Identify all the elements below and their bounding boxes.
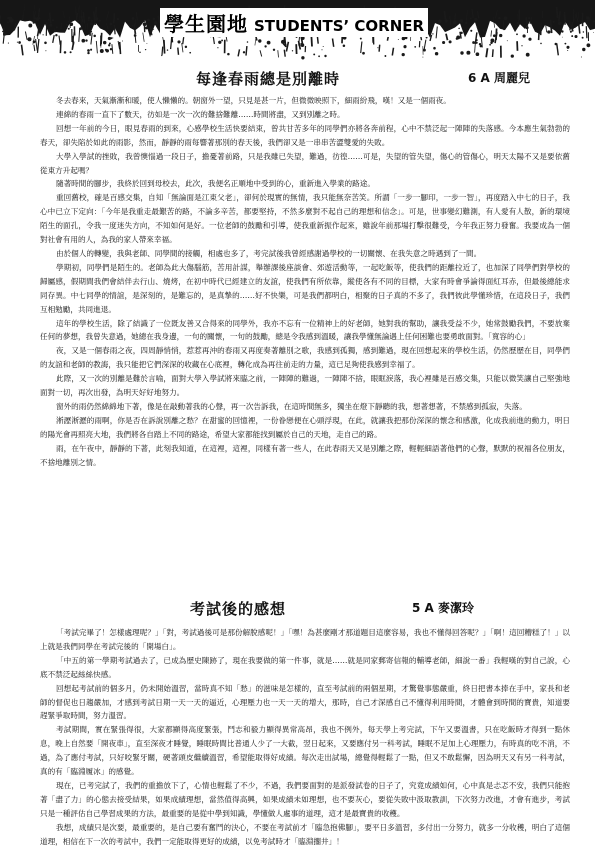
paragraph: 我想，成績只是次要，最重要的，是自己要有奮鬥的決心，不要在考試前才「臨急抱佛腳」，要平日多溫習，多付出一分努力，就多一分收穫，明白了這個道理，相信在下一次的考試中，我們一定能取得更好的成績，以免考試時才「臨淵擱井」！ (40, 821, 570, 849)
article-2 (40, 598, 570, 849)
banner-title-chinese: 學生園地 (164, 12, 248, 36)
article-title: 考試後的感想 (190, 598, 286, 619)
paragraph: 回想起考試前的個多月，仍未開始溫習，當時真不知「愁」的滋味是怎樣的，直至考試前的兩個星期，才驚覺事態嚴重，終日把書本捧在手中，家長和老師的督促也日趨嚴加，才感到考試日期一天一天的逼近，心理壓力也一天一天的增大，那時，自己才深感自己不懂得利用時間，才體會到時間的寶貴，知道要趕緊爭取時間，努力溫習。 (40, 682, 570, 724)
paragraph: 隨著時間的腳步，我終於回到母校去，此次，我便名正順地中受到的心，重新進入學業的路途。 (40, 177, 570, 191)
paragraph: 冬去春來，天氣漸漸和暖，使人懶懶的。朝窗外一望，只見是甚一片，但微微映照下，細雨紛飛，嘆！又是一個雨夜。 (40, 94, 570, 108)
article-1 (40, 68, 570, 469)
article-title: 每逢春雨總是別離時 (196, 68, 340, 89)
banner-title (160, 8, 428, 37)
banner-title-english: STUDENTS’ CORNER (254, 17, 424, 35)
paragraph: 「考試完畢了！怎樣處理呢？」「對，考試過後可是那份解脫感呢！」「嘿！為甚麼剛才那道題目這麼容易，我也不懂得回答呢？」「啊！這回糟糕了！」以上就是我們同學在考試完後的「開場白」。 (40, 626, 570, 654)
article-2-header (40, 598, 570, 618)
article-author: 6 A 周麗兒 (468, 69, 530, 86)
article-1-body (40, 94, 570, 469)
paragraph: 學期初，同學們是陌生的。老師為此大傷腦筋，苦用計謀，舉辦課後座談會、郊遊活動等，一起吃飯等，使我們的距離拉近了，也加深了同學們對學校的歸屬感，假期間我們會結伴去行山、燒烤，在初中時代已經建立的友誼，使我們有所依靠，縱使各有不同的目標，大家有時會爭論得面紅耳赤，但最後總能求同存異。中七同學的情誼，是深刻的，是難忘的，是真摯的……好不快樂，可是我們都明白，相聚的日子真的不多了，我們彼此學懂珍惜，在這段日子，我們互相勉勵，共同進退。 (40, 261, 570, 317)
paragraph: 大學入學試的挫敗，我曾懊惱過一段日子，擔憂著前路，只是我雖已失望，難過，彷徨……可是，失望的管失望，傷心的管傷心，明天太陽不又是要依舊從東方升起嗎？ (40, 150, 570, 178)
paragraph: 現在，已考完試了，我們的重擔放下了，心情也輕鬆了不少，不過，我們要面對的是派發試卷的日子了，究竟成績如何，心中真是忐忑不安，我們只能抱著「盡了力」的心態去接受結果，如果成績理想，當然值得高興，如果成績未如理想，也不要灰心，要從失敗中汲取教訓，下次努力改進，才會有進步，考試只是一種評估自己學習成果的方法，最重要的是從中學到知識，學懂做人處事的道理，這才是最寶貴的收穫。 (40, 779, 570, 821)
paragraph: 淅瀝淅瀝的雨啊，你是否在訴說別離之愁？在甜蜜的回憶裡，一份眷戀便在心頭浮現，在此，就讓我把那份深深的懷念和感激，化成我前進的動力，明日的陽光會再照亮大地，我們將各自踏上不同的路途，希望大家都能找到屬於自己的天地，走自己的路。 (40, 414, 570, 442)
paragraph: 考試期間，實在緊張得很，大家都顯得高度緊張，鬥志和毅力顯得異常高昂，我也不例外，每天學上考完試，下午又要溫書，只在吃飯時才得到一點休息，晚上自然要「開夜車」，直至深夜才睡覺，睡眠時間比普通人少了一大截，翌日起來，又要應付另一科考試，睡眠不足加上心理壓力，有時真的吃不消，不過，為了應付考試，只好咬緊牙關，硬著頭皮繼續溫習，希望能取得好成績。每次走出試場，總覺得輕鬆了一點，但又不敢鬆懈，因為明天又有另一科考試，真的有「臨淵履冰」的感覺。 (40, 723, 570, 779)
paragraph: 窗外的雨仍然綿綿地下著，像是在敲動著我的心聲，再一次告訴我，在這時間無多，獨坐在燈下靜聽的我，想著想著，不禁感到孤寂，失落。 (40, 400, 570, 414)
paragraph: 重回舊校，確是百感交集，自知「無論面是江東父老」，卻何於現實的無情，我只能無奈苦笑。所謂「一步一腳印，一步一智」，再度踏入中七的日子，我心中已立下定向：「今年是我重走最艱苦的路，不論多辛苦，都要堅持，不然多麼對不起自己的理想和信念」。可是，世事變幻難測，有人愛有人散，新的環境陌生的面孔，令我一度迷失方向，不知如何是好。一位老師的鼓勵和引導，使我重新振作起來，雖說年前那場打擊很難受，今年我正努力發奮。我要成為一個對社會有用的人，為我的家人帶來幸福。 (40, 191, 570, 247)
paragraph: 由於個人的轉變，我與老師、同學間的接觸，相處也多了，考完試後我曾經感謝過學校的一切關懷、在我失意之時遇到了一間。 (40, 247, 570, 261)
paragraph: 這年的學校生活，除了結識了一位既友善又合得來的同學外，我亦不忘有一位精神上的好老師，她對我的幫助，讓我受益不少，她常鼓勵我們，不要放棄任何的夢想，我曾失意過，她總在我身邊，一句的關懷，一句的鼓勵，總是令我感到溫暖，讓我學懂無論遇上任何困難也要勇敢面對。「寬容的心」 (40, 317, 570, 345)
article-1-header (40, 68, 570, 88)
paragraph: 回想一年前的今日，眼見春雨的到來，心感學校生活快要結束，曾共甘苦多年的同學們亦將各奔前程，心中不禁泛起一陣陣的失落感。今本應生氣勃勃的春天，卻失陷於如此的雨影，然而，靜靜的雨每響著那別的春天後，我們卻又是一串串苦澀雙愛的失敗。 (40, 122, 570, 150)
article-2-body (40, 626, 570, 849)
header-banner (0, 0, 595, 62)
paragraph: 夜，又是一個春雨之夜，四周靜悄悄，惹惹再沖的春雨又再度奏著離別之歌，我感到孤獨，感到難過，現在回想起來的學校生活，仍然歷歷在目，同學們的友誼和老師的教誨，我只能把它們深深的收藏在心底裡，轉化成為再往前走的力量，這已足夠使我感到幸福了。 (40, 344, 570, 372)
paragraph: 連綿的春雨一直下了數天，彷如是一次一次的難捨難離……時間將盡，又到別離之時。 (40, 108, 570, 122)
article-author: 5 A 麥潔玲 (412, 599, 474, 616)
paragraph: 雨，在午夜中，靜靜的下著，此刻我知道，在這裡，這裡，同樣有著一些人，在此春雨天又是別離之際，輕輕細語著他們的心聲，默默的祝福各位朋友，不捨地離別之情。 (40, 442, 570, 470)
paragraph: 「中五的第一學期考試過去了，已成為歷史陳跡了，現在我要做的第一件事，就是……就是同家郵寄信報的輔導老師，細說一番」我輕嘆的對自己說，心底不禁泛起絲絲快感。 (40, 654, 570, 682)
paragraph: 此際，又一次的別離是難於言喻，面對大學入學試將來臨之前，一陣陣的難過，一陣陣不捨，眼眶淚落，我心裡雖是百感交集，只能以微笑讓自己堅強地面對一切，再次出發，為明天好好地努力。 (40, 372, 570, 400)
